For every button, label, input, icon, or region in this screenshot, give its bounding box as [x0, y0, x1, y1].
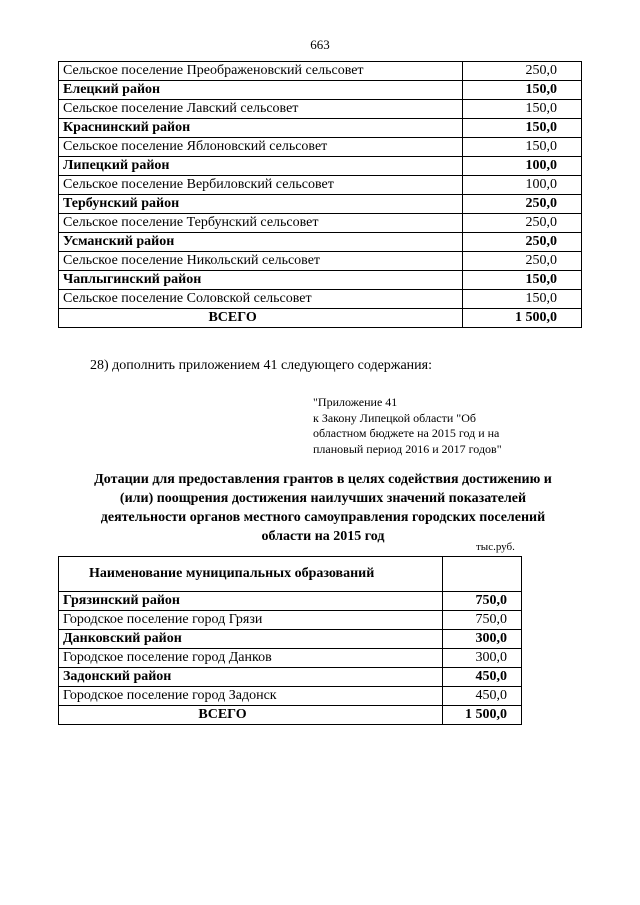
row-name-cell: Сельское поселение Преображеновский сельсовет — [59, 62, 463, 81]
grants-table-urban — [58, 556, 522, 725]
table-row — [59, 176, 582, 195]
row-value-cell: 250,0 — [463, 195, 582, 214]
row-value-cell: 250,0 — [463, 62, 582, 81]
row-name-cell: Усманский район — [59, 233, 463, 252]
row-name-cell: Сельское поселение Яблоновский сельсовет — [59, 138, 463, 157]
appendix-caption-line: к Закону Липецкой области "Об — [313, 410, 476, 425]
appendix-caption-line: областном бюджете на 2015 год и на — [313, 426, 500, 440]
appendix-caption-line: плановый период 2016 и 2017 годов" — [313, 441, 502, 456]
row-value-cell: 300,0 — [442, 649, 521, 668]
row-value-cell: 250,0 — [463, 233, 582, 252]
total-row — [59, 309, 582, 328]
row-name-cell: Городское поселение город Задонск — [59, 687, 443, 706]
title-line: деятельности органов местного самоуправления городских поселений — [100, 510, 546, 525]
row-name-cell: Сельское поселение Вербиловский сельсовет — [59, 176, 463, 195]
document-title — [58, 470, 588, 546]
row-value-cell: 150,0 — [463, 100, 582, 119]
total-row — [59, 706, 522, 725]
row-name-cell: Сельское поселение Лавский сельсовет — [59, 100, 463, 119]
row-value-cell: 150,0 — [463, 290, 582, 309]
header-value-cell — [442, 557, 521, 592]
row-value-cell: 100,0 — [463, 157, 582, 176]
row-value-cell: 250,0 — [463, 214, 582, 233]
row-name-cell: Сельское поселение Соловской сельсовет — [59, 290, 463, 309]
table-row — [59, 687, 522, 706]
table-row — [59, 100, 582, 119]
row-value-cell: 300,0 — [442, 630, 521, 649]
table-row — [59, 592, 522, 611]
table-row — [59, 649, 522, 668]
header-name-cell: Наименование муниципальных образований — [59, 557, 443, 592]
table-row — [59, 290, 582, 309]
grants-table-rural — [58, 61, 582, 328]
table-row — [59, 668, 522, 687]
row-name-cell: Городское поселение город Данков — [59, 649, 443, 668]
table-row — [59, 233, 582, 252]
total-label-cell: ВСЕГО — [59, 309, 463, 328]
row-name-cell: Задонский район — [59, 668, 443, 687]
title-line: (или) поощрения достижения наилучших значений показателей — [119, 491, 527, 506]
table-row — [59, 611, 522, 630]
row-value-cell: 150,0 — [463, 271, 582, 290]
title-line: Дотации для предоставления грантов в целях содействия достижению и — [94, 472, 552, 487]
total-value-cell: 1 500,0 — [463, 309, 582, 328]
table-row — [59, 138, 582, 157]
row-value-cell: 150,0 — [463, 119, 582, 138]
table-row — [59, 62, 582, 81]
row-name-cell: Грязинский район — [59, 592, 443, 611]
row-name-cell: Сельское поселение Тербунский сельсовет — [59, 214, 463, 233]
table-row — [59, 119, 582, 138]
appendix-caption — [313, 395, 502, 457]
row-name-cell: Городское поселение город Грязи — [59, 611, 443, 630]
appendix-caption-line: "Приложение 41 — [313, 395, 398, 409]
table-row — [59, 630, 522, 649]
row-value-cell: 250,0 — [463, 252, 582, 271]
row-value-cell: 450,0 — [442, 687, 521, 706]
row-name-cell: Данковский район — [59, 630, 443, 649]
page-number: 663 — [310, 37, 330, 52]
table-row — [59, 157, 582, 176]
row-value-cell: 450,0 — [442, 668, 521, 687]
table-row — [59, 81, 582, 100]
row-value-cell: 150,0 — [463, 138, 582, 157]
total-value-cell: 1 500,0 — [442, 706, 521, 725]
row-name-cell: Чаплыгинский район — [59, 271, 463, 290]
table-row — [59, 252, 582, 271]
total-label-cell: ВСЕГО — [59, 706, 443, 725]
row-name-cell: Краснинский район — [59, 119, 463, 138]
row-name-cell: Липецкий район — [59, 157, 463, 176]
table-row — [59, 195, 582, 214]
unit-label: тыс.руб. — [476, 541, 515, 553]
amendment-text: 28) дополнить приложением 41 следующего содержания: — [90, 358, 432, 373]
table-header-row — [59, 557, 522, 592]
row-value-cell: 150,0 — [463, 81, 582, 100]
row-value-cell: 100,0 — [463, 176, 582, 195]
row-value-cell: 750,0 — [442, 592, 521, 611]
row-name-cell: Сельское поселение Никольский сельсовет — [59, 252, 463, 271]
row-name-cell: Елецкий район — [59, 81, 463, 100]
table-row — [59, 214, 582, 233]
row-name-cell: Тербунский район — [59, 195, 463, 214]
table-row — [59, 271, 582, 290]
title-line: области на 2015 год — [261, 529, 385, 544]
row-value-cell: 750,0 — [442, 611, 521, 630]
